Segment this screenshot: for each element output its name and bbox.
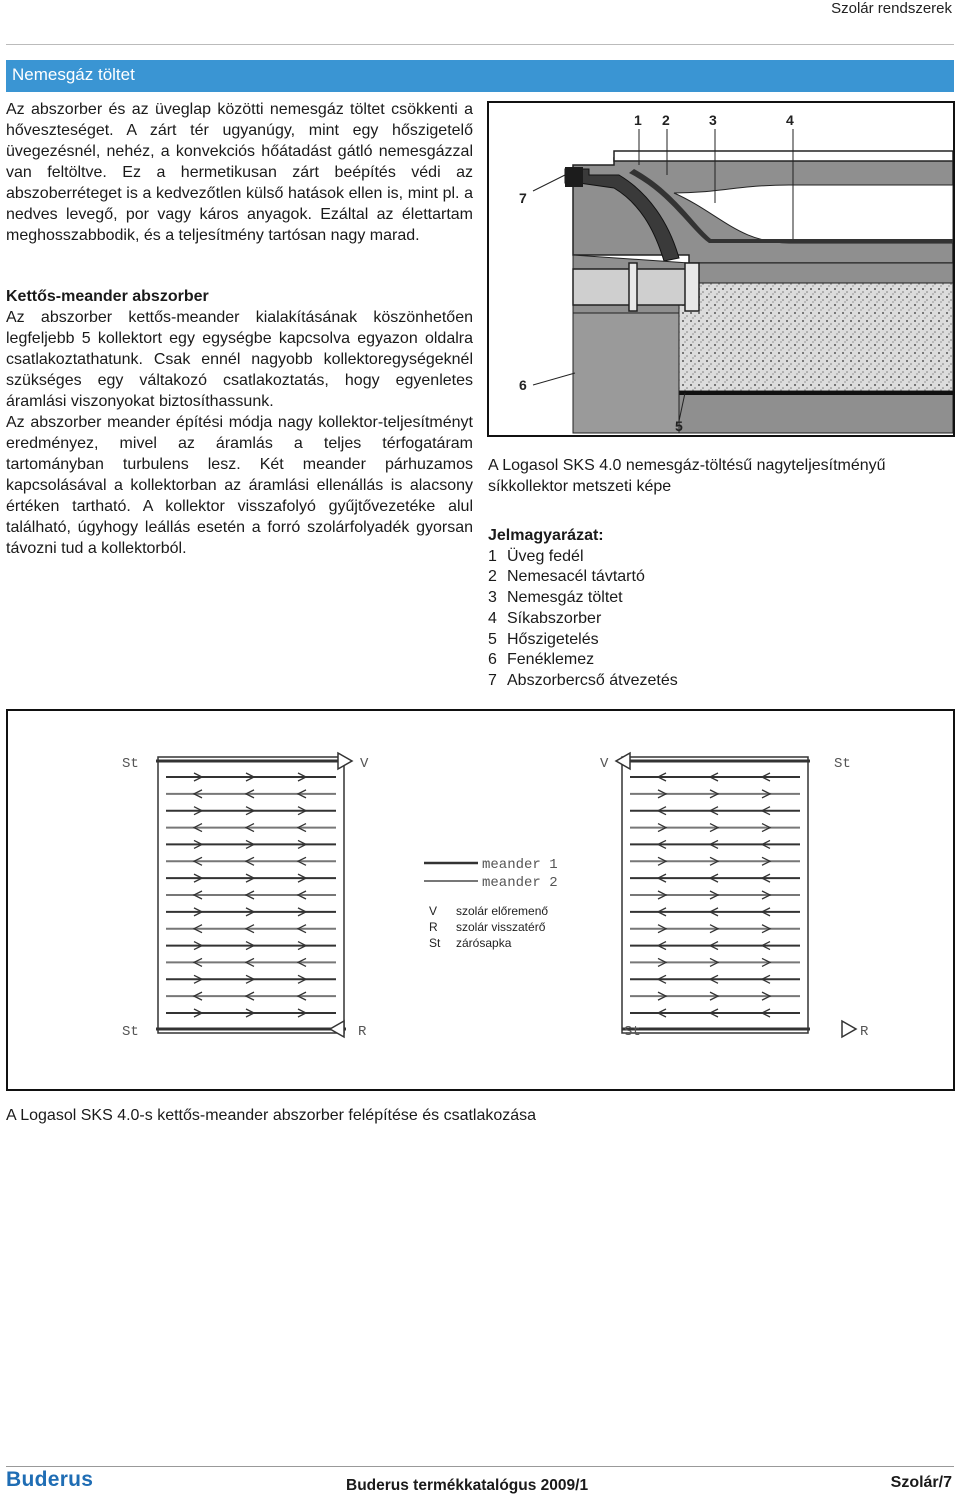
intro-text xyxy=(6,99,473,246)
abbr-key-v: V xyxy=(429,904,438,918)
cross-section-drawing xyxy=(489,103,953,435)
right-bottom-arrow xyxy=(842,1021,856,1037)
meander-heading: Kettős-meander abszorber xyxy=(6,288,209,305)
header-rule xyxy=(6,44,954,45)
abbr-desc-st: zárósapka xyxy=(456,936,512,950)
callout-7: 7 xyxy=(519,190,527,206)
legend-num: 6 xyxy=(488,651,497,669)
abbr-desc-v: szolár előremenő xyxy=(456,904,549,918)
legend-text: Üveg fedél xyxy=(507,547,584,565)
legend-num: 4 xyxy=(488,609,497,627)
legend-num: 5 xyxy=(488,630,497,648)
legend-item xyxy=(488,567,928,588)
bottom-body xyxy=(573,313,679,433)
legend-num: 7 xyxy=(488,671,497,689)
tube-nut xyxy=(629,263,637,311)
right-meander-rows xyxy=(630,773,800,1017)
left-bottom-arrow xyxy=(330,1021,344,1037)
callout-5: 5 xyxy=(675,418,683,434)
legend-text: Síkabszorber xyxy=(507,609,602,627)
legend-block xyxy=(488,526,928,692)
legend-item xyxy=(488,630,928,651)
meander-paragraph-1: Az abszorber kettős-meander kialakításának köszönhetően legfeljebb 5 kollektort egy egységbe kapcsolva egyazon oldalra csatlakoztathatunk. Csak ennél nagyobb kollektoregységeknél szükséges egy váltakozó csatlakoztatás, hogy egyenletes áramlási viszonyokat biztosíthassunk. xyxy=(6,309,473,410)
buderus-logo: Buderus xyxy=(6,1468,94,1491)
intro-paragraph: Az abszorber és az üveglap közötti nemesgáz töltet csökkenti a hőveszteséget. A zárt tér ugyanúgy, mint egy hőszigetelő üvegezésnél, nehéz, a konvekciós hőátadást gátló nemesgázzal van feltöltve. Ez a hermetikusan zárt beépítés védi az abszoberréteget is a kedvezőtlen külső hatások ellen is, mint pl. a nedves levegő, por vagy káros anyagok. Ezáltal az élettartam meghosszabbodik, és a teljesítmény tartósan nagy marad. xyxy=(6,101,473,244)
legend-meander-1: meander 1 xyxy=(482,857,558,873)
legend-item xyxy=(488,547,928,568)
footer-page-number: Szolár/7 xyxy=(890,1474,952,1491)
right-top-st: St xyxy=(834,756,851,772)
left-top-st: St xyxy=(122,756,139,772)
legend-item xyxy=(488,588,928,609)
bottom-plate xyxy=(679,391,953,395)
figure-caption: A Logasol SKS 4.0 nemesgáz-töltésű nagyteljesítményű síkkollektor metszeti képe xyxy=(488,457,886,495)
callout-4: 4 xyxy=(786,112,794,128)
left-bottom-r: R xyxy=(358,1024,367,1040)
legend-text: Hőszigetelés xyxy=(507,630,599,648)
legend-text: Fenéklemez xyxy=(507,651,595,669)
glass-lid xyxy=(614,151,953,161)
footer-catalog: Buderus termékkatalógus 2009/1 xyxy=(346,1477,589,1494)
abbr-key-r: R xyxy=(429,920,438,934)
left-top-v: V xyxy=(360,756,369,772)
left-meander-rows xyxy=(166,773,336,1017)
left-top-arrow xyxy=(338,753,352,769)
meander-paragraph-2: Az abszorber meander építési módja nagy kollektor-teljesítményt eredményez, mivel az áramlás a teljes térfogatáram tartományban turbulens lesz. Két meander párhuzamos kapcsolásával a kollektorban az áramlási ellenállás is alacsony értéken tartható. A kollektor visszafolyó gyűjtővezetéke alul található, úgyhogy leállás esetén a forró szolárfolyadék gyorsan távozni tud a kollektorból. xyxy=(6,414,473,557)
legend-item xyxy=(488,609,928,630)
right-top-arrow xyxy=(616,753,630,769)
left-bottom-st: St xyxy=(122,1024,139,1040)
callout-6: 6 xyxy=(519,377,527,393)
footer-rule xyxy=(6,1466,954,1467)
cross-section-figure xyxy=(487,101,955,437)
callout-2: 2 xyxy=(662,112,670,128)
legend-meander-2: meander 2 xyxy=(482,875,558,891)
seal xyxy=(565,167,583,187)
right-top-v: V xyxy=(600,756,609,772)
legend-num: 3 xyxy=(488,589,497,607)
legend-text: Nemesgáz töltet xyxy=(507,589,623,607)
abbr-desc-r: szolár visszatérő xyxy=(456,920,546,934)
header-label: Szolár rendszerek xyxy=(831,0,952,17)
right-bottom-st: St xyxy=(624,1024,641,1040)
tube-collar xyxy=(685,263,699,311)
meander-figure xyxy=(6,709,955,1091)
meander-text xyxy=(6,286,473,559)
legend-text: Abszorbercső átvezetés xyxy=(507,671,678,689)
callout-1: 1 xyxy=(634,112,642,128)
legend-item xyxy=(488,650,928,671)
right-bottom-r: R xyxy=(860,1024,869,1040)
callout-3: 3 xyxy=(709,112,717,128)
legend-item xyxy=(488,671,928,692)
legend-title: Jelmagyarázat: xyxy=(488,527,604,544)
bottom-caption: A Logasol SKS 4.0-s kettős-meander abszorber felépítése és csatlakozása xyxy=(6,1107,537,1124)
abbr-key-st: St xyxy=(429,936,441,950)
insulation xyxy=(679,283,953,391)
legend-num: 2 xyxy=(488,568,497,586)
meander-diagram xyxy=(8,711,953,1089)
legend-num: 1 xyxy=(488,547,497,565)
section-title-bar: Nemesgáz töltet xyxy=(6,60,954,92)
legend-text: Nemesacél távtartó xyxy=(507,568,645,586)
